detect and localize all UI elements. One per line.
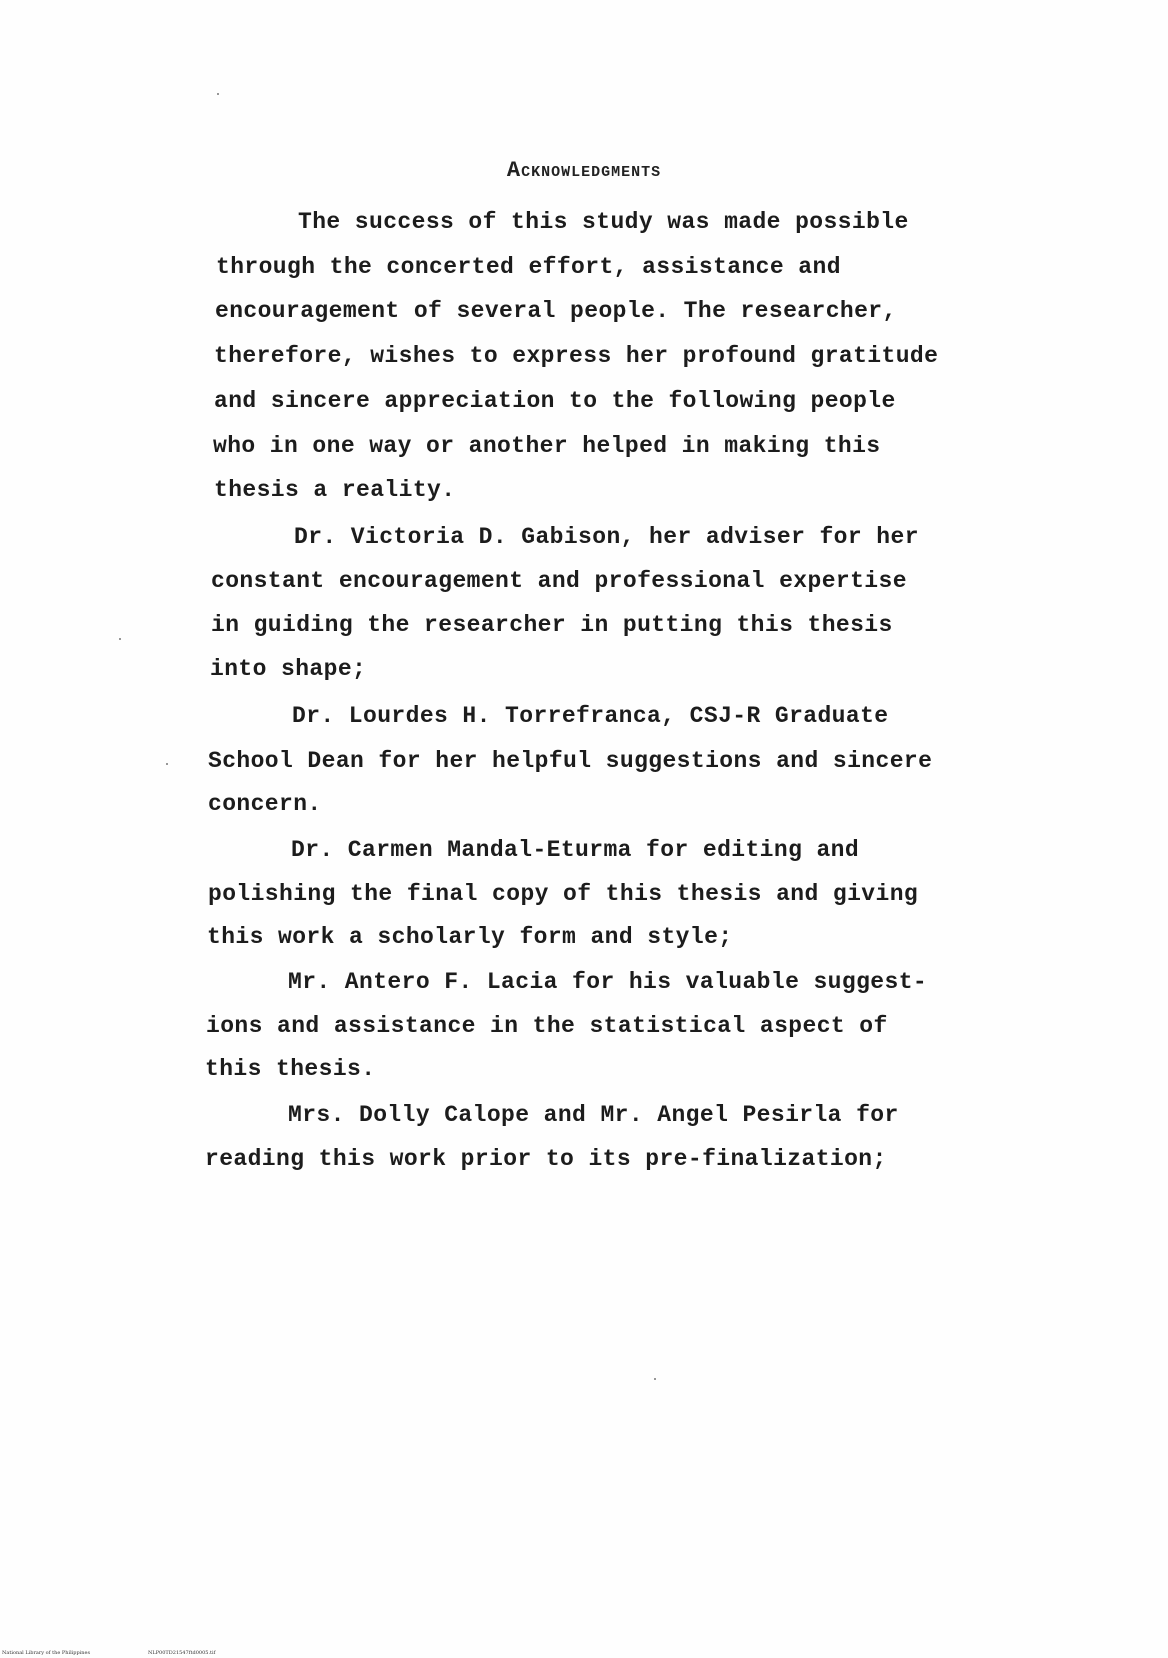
text-line: polishing the final copy of this thesis and giving bbox=[208, 881, 919, 907]
footer-file-id: NLP00TD21547ftd0005.tif bbox=[148, 1650, 216, 1656]
text-line: constant encouragement and professional expertise bbox=[211, 568, 907, 594]
scan-speck bbox=[217, 93, 219, 95]
footer-library: National Library of the Philippines bbox=[2, 1650, 91, 1656]
text-line: School Dean for her helpful suggestions and sincere bbox=[208, 748, 933, 774]
text-line: through the concerted effort, assistance and bbox=[216, 254, 841, 280]
text-line: into shape; bbox=[210, 656, 367, 682]
page-title: Acknowledgments bbox=[506, 158, 662, 183]
text-line: encouragement of several people. The researcher, bbox=[215, 298, 897, 324]
text-line: Mr. Antero F. Lacia for his valuable suggest- bbox=[288, 969, 928, 995]
text-line: The success of this study was made possible bbox=[298, 209, 909, 235]
text-line: Mrs. Dolly Calope and Mr. Angel Pesirla for bbox=[288, 1102, 899, 1128]
scan-speck bbox=[654, 1378, 656, 1380]
text-line: Dr. Lourdes H. Torrefranca, CSJ-R Graduate bbox=[292, 703, 889, 729]
text-line: Dr. Victoria D. Gabison, her adviser for her bbox=[294, 524, 919, 550]
text-line: concern. bbox=[208, 791, 322, 817]
scan-speck bbox=[166, 763, 168, 765]
text-line: in guiding the researcher in putting this thesis bbox=[211, 612, 893, 638]
scan-speck bbox=[119, 638, 121, 640]
text-line: and sincere appreciation to the following people bbox=[214, 388, 896, 414]
text-line: ions and assistance in the statistical aspect of bbox=[206, 1013, 888, 1039]
text-line: therefore, wishes to express her profound gratitude bbox=[214, 343, 939, 369]
text-line: who in one way or another helped in making this bbox=[213, 433, 881, 459]
text-line: Dr. Carmen Mandal-Eturma for editing and bbox=[291, 837, 860, 863]
text-line: this work a scholarly form and style; bbox=[207, 924, 733, 950]
text-line: reading this work prior to its pre-finalization; bbox=[205, 1146, 887, 1172]
text-line: this thesis. bbox=[205, 1056, 376, 1082]
text-line: thesis a reality. bbox=[214, 477, 456, 503]
